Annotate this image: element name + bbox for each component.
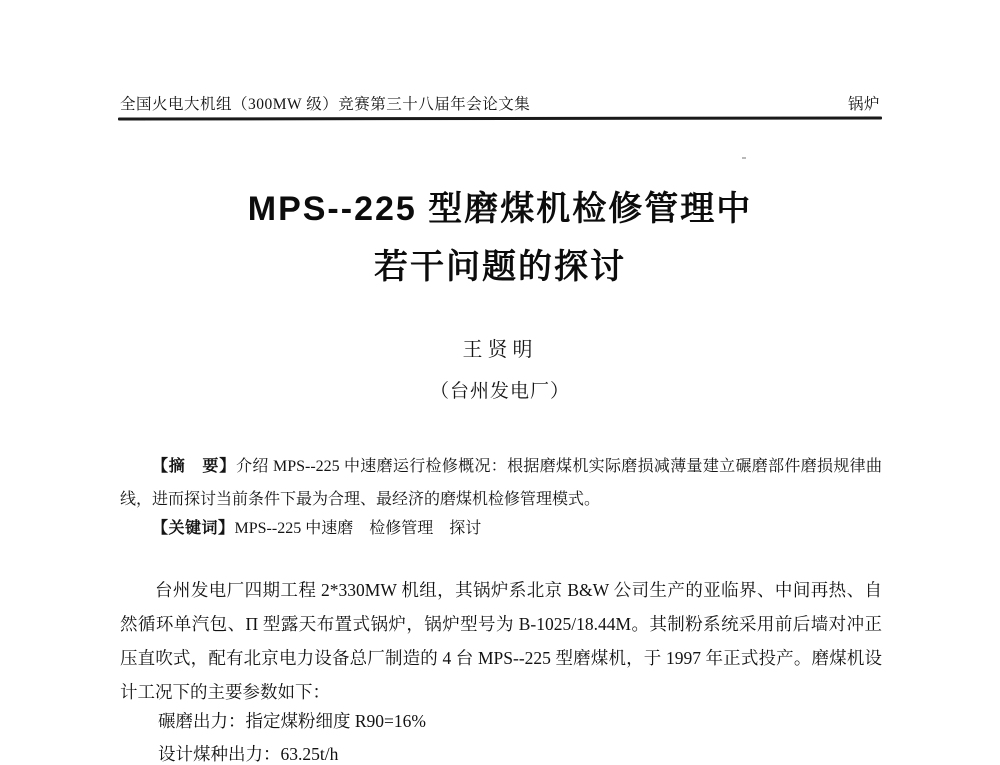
author-affiliation: （台州发电厂） — [429, 381, 570, 402]
paper-title — [0, 180, 1000, 296]
paper-title-line2: 若干问题的探讨 — [374, 248, 626, 286]
param-grinding-output: 碾磨出力：指定煤粉细度 R90=16% — [158, 711, 426, 731]
paper-title-line1: MPS--225 型磨煤机检修管理中 — [247, 190, 753, 228]
keywords-label: 【关键词】 — [152, 520, 235, 537]
keywords-text: MPS--225 中速磨 检修管理 探讨 — [234, 520, 482, 537]
header-section-label: 锅炉 — [847, 96, 880, 113]
author-name: 王贤明 — [462, 339, 538, 361]
body-paragraph: 台州发电厂四期工程 2*330MW 机组，其锅炉系北京 B&W 公司生产的亚临界、中间再热、自然循环单汽包、Π 型露天布置式锅炉，锅炉型号为 B-1025/18.44M。其制粉系统采用前后墙对冲正压直吹式，配有北京电力设备总厂制造的 4 台 MPS--225 型磨煤机，于 1997 年正式投产。磨煤机设计工况下的主要参数如下： — [120, 580, 882, 702]
page-header — [120, 92, 880, 114]
param-design-coal-output: 设计煤种出力：63.25t/h — [158, 744, 339, 764]
header-rule — [118, 116, 882, 120]
abstract-label: 【摘 要】 — [152, 458, 237, 475]
abstract-paragraph — [120, 450, 882, 516]
header-journal-title: 全国火电大机组（300MW 级）竞赛第三十八届年会论文集 — [120, 96, 531, 113]
abstract-text: 介绍 MPS--225 中速磨运行检修概况：根据磨煤机实际磨损减薄量建立碾磨部件磨损规律曲线，进而探讨当前条件下最为合理、最经济的磨煤机检修管理模式。 — [120, 458, 882, 508]
scan-artifact — [742, 157, 746, 159]
keywords-paragraph — [120, 516, 882, 542]
